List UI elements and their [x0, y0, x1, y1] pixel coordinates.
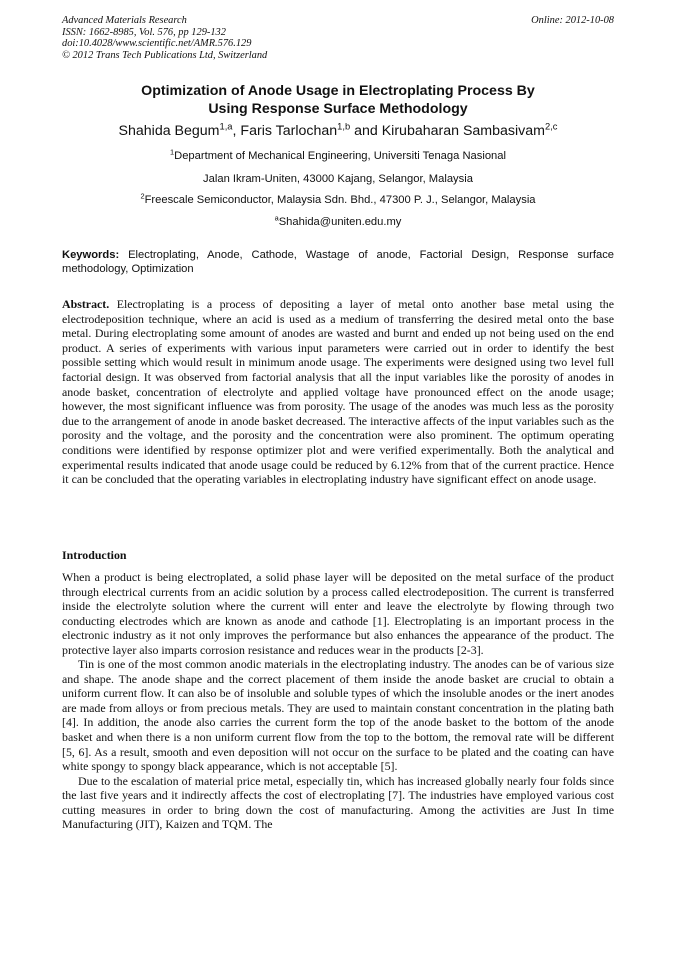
- affiliation-1: [62, 149, 614, 163]
- paragraph: Due to the escalation of material price metal, especially tin, which has increased globally nearly four folds since the last five years and it indirectly affects the cost of electroplating [7]. The industries have employed various cost cutting measures in order to bring down the cost of manufacturing. Among the activities are Just In time Manufacturing (JIT), Kaizen and TQM. The: [62, 773, 614, 832]
- paragraph: When a product is being electroplated, a solid phase layer will be deposited on the metal surface of the product through electrical currents from an acidic solution by a process called electrodeposition. The current is transferred inside the electrolyte solution where the current will enter and leave the electrolyte by flowing through two conducting electrodes which are known as anode and cathode [1]. Electroplating is an important process in the electronic industry as it not only improves the performance but also enhances the appearance of the product. The protective layer also imparts corrosion resistance and reduces wear in the products [2-3].: [62, 570, 614, 657]
- paper-title: [62, 82, 614, 118]
- section-heading-introduction: Introduction: [62, 548, 127, 562]
- doi-line: doi:10.4028/www.scientific.net/AMR.576.129: [62, 38, 252, 49]
- author-3-affiliation-mark: 2,c: [544, 121, 558, 132]
- online-date: Online: 2012-10-08: [531, 15, 614, 26]
- title-line-1: Optimization of Anode Usage in Electroplating Process By: [141, 83, 535, 99]
- issn-line: ISSN: 1662-8985, Vol. 576, pp 129-132: [62, 26, 226, 38]
- affiliation-2-text: Freescale Semiconductor, Malaysia Sdn. Bhd., 47300 P. J., Selangor, Malaysia: [144, 194, 536, 206]
- author-3: Kirubaharan Sambasivam: [381, 123, 545, 139]
- affiliation-1-mark: 1: [170, 147, 175, 157]
- author-separator: ,: [232, 123, 241, 139]
- author-1: Shahida Begum: [118, 123, 220, 139]
- author-2: Faris Tarlochan: [240, 123, 338, 139]
- affiliation-1-address: Jalan Ikram-Uniten, 43000 Kajang, Selangor, Malaysia: [203, 173, 473, 185]
- keywords-block: [62, 248, 614, 277]
- abstract-label: Abstract.: [62, 297, 110, 311]
- journal-name: Advanced Materials Research: [62, 15, 187, 26]
- author-2-affiliation-mark: 1,b: [337, 121, 351, 132]
- affiliation-1-line-1: Department of Mechanical Engineering, Universiti Tenaga Nasional: [174, 150, 506, 162]
- affiliation-2-mark: 2: [140, 191, 145, 201]
- title-line-2: Using Response Surface Methodology: [208, 101, 468, 117]
- keywords-label: Keywords:: [62, 249, 120, 261]
- copyright-line: © 2012 Trans Tech Publications Ltd, Switzerland: [62, 49, 268, 61]
- keywords-text: Electroplating, Anode, Cathode, Wastage of anode, Factorial Design, Response surface methodology, Optimization: [62, 249, 615, 276]
- introduction-body: [62, 570, 614, 832]
- abstract-text: Electroplating is a process of depositing a layer of metal onto another base metal using the electrodeposition technique, where an acid is used as a medium of transferring the desired metal onto the base metal. During electroplating some amount of anodes are wasted and burnt and ended up not being used on the end product. A series of experiments with various input parameters were carried out in order to identify the best possible setting which would result in minimum anode usage. The experiments were designed using two level full factorial design. It was observed from factorial analysis that all the input variables like the porosity of anodes in anode basket, concentration of electrolyte and applied voltage have pronounced effect on the anode usage; however, the most significant influence was from porosity. The usage of the anodes was much less as the porosity due to the arrangement of anode in anode basket decreased. The interactive affects of the input variables such as the porosity and the voltage, and the porosity and the concentration were also prominent. The optimum operating conditions were identified by response optimizer plot and were verified experimentally. Both the analytical and experimental results indicated that anode usage could be reduced by 6.12% from that of the current practice. Hence it can be concluded that the operating variables in electroplating industry have significant effect on anode usage.: [62, 297, 614, 487]
- author-separator: and: [350, 123, 382, 139]
- running-header: [62, 15, 614, 61]
- paragraph: Tin is one of the most common anodic materials in the electroplating industry. The anodes can be of various size and shape. The anode shape and the correct placement of them inside the anode basket are crucial to obtain a uniform current flow. It can also be of insoluble and soluble types of which the insoluble anodes or the inert anodes are made from alloys or from precious metals. They are used to maintain constant concentration in the plating bath [4]. In addition, the anode also carries the current form the top of the anode basket to the bottom of the anode basket and when there is a non uniform current flow from the top to the bottom, the removal rate will be different [5, 6]. As a result, smooth and even deposition will not occur on the surface to be plated and the coating can have white spongy to spongy black appearance, which is not acceptable [5].: [62, 657, 614, 774]
- author-list: [62, 122, 614, 140]
- email-mark: a: [274, 213, 279, 223]
- author-email: [62, 215, 614, 229]
- email-address: Shahida@uniten.edu.my: [278, 216, 402, 228]
- affiliation-2: [62, 193, 614, 207]
- author-1-affiliation-mark: 1,a: [219, 121, 233, 132]
- abstract-block: [62, 297, 614, 487]
